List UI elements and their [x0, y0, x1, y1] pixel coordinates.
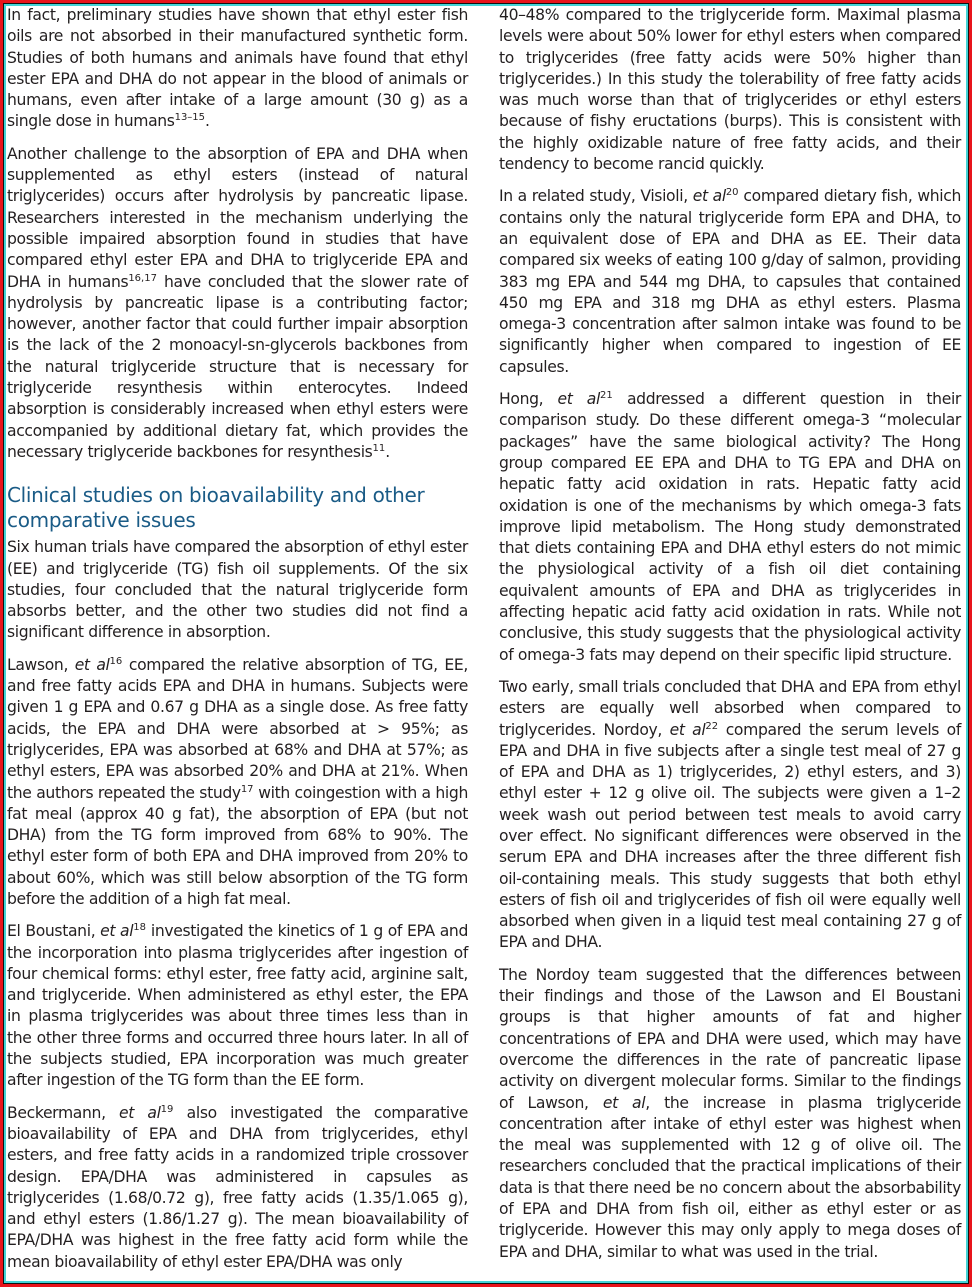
paragraph-ethyl-ester-absorption: In fact, preliminary studies have shown that ethyl ester fish oils are not absorbed in their manufactured synthetic form. Studies of both humans and animals have found that ethyl ester EPA and DHA do not appear in the blood of animals or humans, even after intake of a large amount (30 g) as a single dose in humans$^{13-15}$.	[7, 6, 468, 131]
paragraph-nordoy-conclusion: The Nordoy team suggested that the differences between their findings and those of the Lawson and El Boustani groups is that higher amounts of fat and higher concentrations of EPA and DHA were used, which may have overcome the differences in the rate of pancreatic lipase activity on divergent molecular forms. Similar to the findings of Lawson, et al, the increase in plasma triglyceride concentration after intake of ethyl ester was highest when the meal was supplemented with 12 g of olive oil. The researchers concluded that the practical implications of their data is that there need be no concern about the absorbability of EPA and DHA from fish oil, either as ethyl ester or as triglyceride. However this may only apply to mega doses of EPA and DHA, similar to what was used in the trial.	[499, 965, 961, 1261]
paragraph-lawson-study: Lawson, et $al^{16}$ compared the relative absorption of TG, EE, and free fatty acids EPA and DHA in humans. Subjects were given 1 g EPA and 0.67 g DHA as a single dose. As free fatty acids, the EPA and DHA were absorbed at > 95%; as triglycerides, EPA was absorbed at 68% and DHA at 57%; as ethyl esters, EPA was absorbed 20% and DHA at 21%. When the authors repeated the study$^{17}$ with coingestion with a high fat meal (approx 40 g fat), the absorption of EPA (but not DHA) from the TG form improved from 68% to 90%. The ethyl ester form of both EPA and DHA improved from 20% to about 60%, which was still below absorption of the TG form before the addition of a high fat meal.	[7, 655, 468, 908]
citation-ref: 11	[372, 442, 386, 454]
citation-ref: 13–15	[174, 112, 206, 124]
citation-ref: 17	[240, 783, 254, 795]
paragraph-six-trials: Six human trials have compared the absorption of ethyl ester (EE) and triglyceride (TG) fish oil supplements. Of the six studies, four concluded that the natural triglyceride form absorbs better, and the other two studies did not find a significant difference in absorption.	[7, 538, 468, 642]
section-heading: Clinical studies on bioavailability and other comparative issues	[7, 483, 425, 533]
citation-ref: 21	[599, 390, 613, 402]
paragraph-beckermann-study: Beckermann, et $al^{19}$ also investigated the comparative bioavailability of EPA and DHA from triglycerides, ethyl esters, and free fatty acids in a randomized triple crossover design. EPA/DHA was administered in capsules as triglycerides (1.68/0.72 g), free fatty acids (1.35/1.065 g), and ethyl esters (1.86/1.27 g). The mean bioavailability of EPA/DHA was highest in the free fatty acid form while the mean bioavailability of ethyl ester EPA/DHA was only	[7, 1103, 468, 1271]
paragraph-el-boustani-study: El Boustani, et $al^{18}$ investigated the kinetics of 1 g of EPA and the incorporation into plasma triglycerides after ingestion of four chemical forms: ethyl ester, free fatty acid, arginine salt, and triglyceride. When administered as ethyl ester, the EPA in plasma triglycerides was about three times less than in the other three forms and occurred three hours later. In all of the subjects studied, EPA incorporation was much greater after ingestion of the TG form than the EE form.	[7, 922, 468, 1090]
right-column	[499, 5, 961, 1281]
document-page	[7, 5, 965, 1281]
citation-ref: 19	[160, 1103, 174, 1115]
citation-ref: 22	[705, 720, 719, 732]
citation-ref: 16	[109, 655, 123, 667]
citation-ref: 20	[725, 187, 739, 199]
paragraph-hong-study: Hong, et $al^{21}$ addressed a different question in their comparison study. Do these different omega-3 “molecular packages” have the same biological activity? The Hong group compared EE EPA and DHA to TG EPA and DHA on hepatic fatty acid oxidation in rats. Hepatic fatty acid oxidation is one of the mechanisms by which omega-3 fats improve lipid metabolism. The Hong study demonstrated that diets containing EPA and DHA ethyl esters do not mimic the physiological activity of a fish oil diet containing equivalent amounts of EPA and DHA as triglycerides in affecting hepatic acid fatty acid oxidation in rats. While not conclusive, this study suggests that the physiological activity of omega-3 fats may depend on their specific lipid structure.	[499, 390, 961, 664]
citation-ref: 16,17	[128, 272, 157, 284]
paragraph-hydrolysis-challenge: Another challenge to the absorption of EPA and DHA when supplemented as ethyl esters (instead of natural triglycerides) occurs after hydrolysis by pancreatic lipase. Researchers interested in the mechanism underlying the possible impaired absorption found in studies that have compared ethyl ester EPA and DHA to triglyceride EPA and DHA in humans$^{16,17}$ have concluded that the slower rate of hydrolysis by pancreatic lipase is a contributing factor; however, another factor that could further impair absorption is the lack of the 2 monoacyl-sn-glycerols backbones from the natural triglyceride structure that is necessary for triglyceride resynthesis within enterocytes. Indeed absorption is considerably increased when ethyl esters were accompanied by additional dietary fat, which provides the necessary triglyceride backbones for resynthesis$^{11}$.	[7, 144, 468, 461]
citation-ref: 18	[133, 922, 146, 934]
left-column	[7, 5, 468, 1281]
paragraph-nordoy-study: Two early, small trials concluded that DHA and EPA from ethyl esters are equally well absorbed when compared to triglycerides. Nordoy, et $al^{22}$ compared the serum levels of EPA and DHA in five subjects after a single test meal of 27 g of EPA and DHA as 1) triglycerides, 2) ethyl esters, and 3) ethyl ester + 12 g olive oil. The subjects were given a 1–2 week wash out period between test meals to avoid carry over effect. No significant differences were observed in the serum EPA and DHA increases after the three different fish oil-containing meals. This study suggests that both ethyl esters of fish oil and triglycerides of fish oil were equally well absorbed when given in a liquid test meal containing 27 g of EPA and DHA.	[499, 677, 961, 952]
paragraph-beckermann-continued: 40–48% compared to the triglyceride form. Maximal plasma levels were about 50% lower for ethyl esters when compared to triglycerides (free fatty acids were 50% higher than triglycerides.) In this study the tolerability of free fatty acids was much worse than that of triglycerides or ethyl esters because of fishy eructations (burps). This is consistent with the highly oxidizable nature of free fatty acids, and their tendency to become rancid quickly.	[499, 6, 961, 174]
paragraph-visioli-study: In a related study, Visioli, et $al^{20}$ compared dietary fish, which contains only the natural triglyceride form EPA and DHA, to an equivalent dose of EPA and DHA as EE. Their data compared six weeks of eating 100 g/day of salmon, providing 383 mg EPA and 544 mg DHA, to capsules that contained 450 mg EPA and 318 mg DHA as ethyl esters. Plasma omega-3 concentration after salmon intake was found to be significantly higher when compared to ingestion of EE capsules.	[499, 187, 962, 376]
